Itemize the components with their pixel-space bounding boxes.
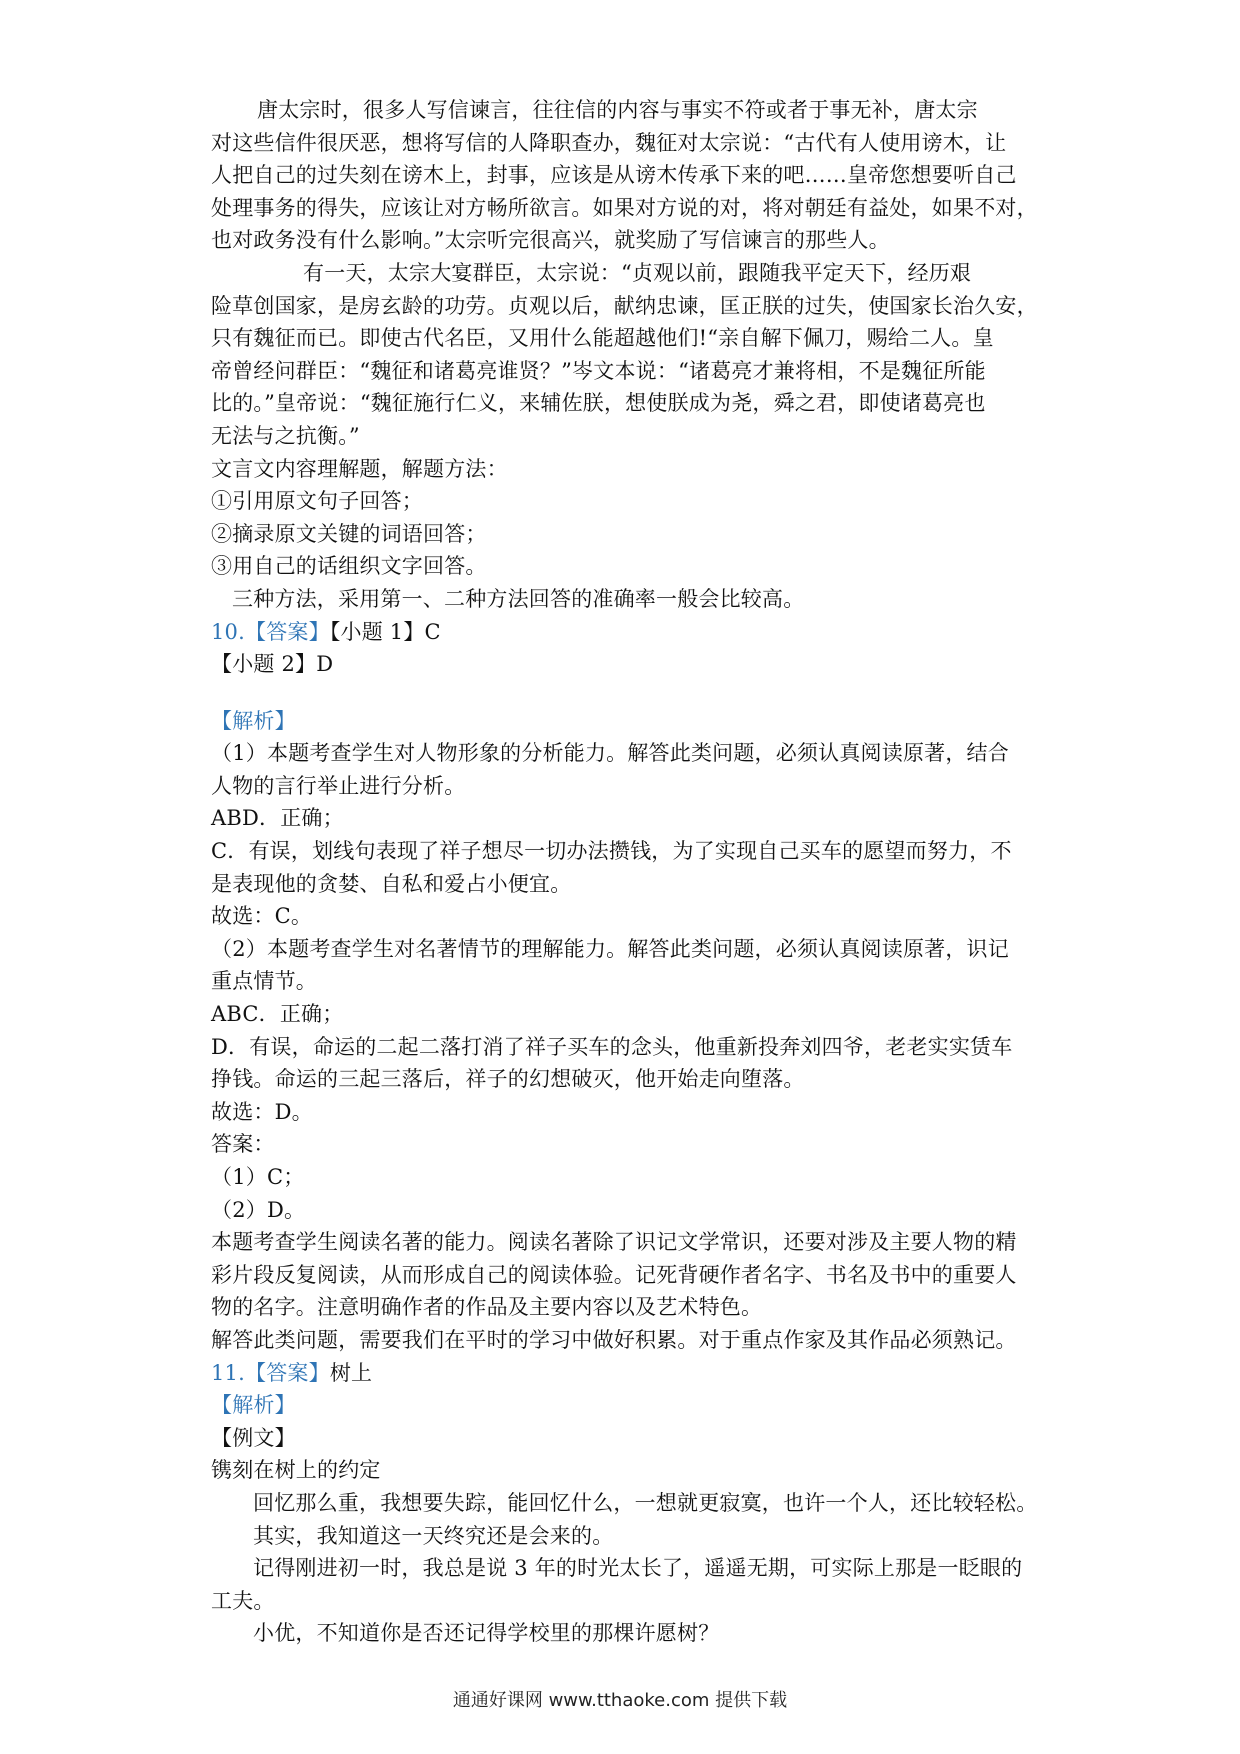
passage-line: 有一天，太宗大宴群臣，太宗说：“贞观以前，跟随我平定天下，经历艰: [303, 260, 972, 285]
analysis-line: （1）本题考查学生对人物形象的分析能力。解答此类问题，必须认真阅读原著，结合: [211, 741, 1009, 766]
subquestion-1-answer: 【小题 1】C: [329, 619, 441, 644]
analysis-line: 故选：C。: [211, 904, 313, 929]
passage-line: 无法与之抗衡。”: [211, 423, 360, 448]
analysis-line: C．有误，划线句表现了祥子想尽一切办法攒钱，为了实现自己买车的愿望而努力，不: [211, 839, 1012, 864]
passage-line: 险草创国家，是房玄龄的功劳。贞观以后，献纳忠谏，匡正朕的过失，使国家长治久安，: [211, 293, 1038, 318]
method-summary: 三种方法，采用第一、二种方法回答的准确率一般会比较高。: [232, 586, 805, 611]
method-title: 文言文内容理解题，解题方法：: [211, 456, 508, 481]
q11-answer-line: [211, 1357, 1046, 1390]
method-item: ②摘录原文关键的词语回答；: [211, 521, 487, 546]
method-item: ①引用原文句子回答；: [211, 489, 423, 514]
analysis-line: 彩片段反复阅读，从而形成自己的阅读体验。记死背硬作者名字、书名及书中的重要人: [211, 1262, 1017, 1287]
analysis-line: （1）C；: [211, 1165, 305, 1189]
method-item: ③用自己的话组织文字回答。: [211, 554, 487, 579]
analysis-line: 是表现他的贪婪、自私和爱占小便宜。: [211, 871, 572, 896]
essay-line: 其实，我知道这一天终究还是会来的。: [253, 1523, 614, 1548]
passage-line: 比的。”皇帝说：“魏征施行仁义，来辅佐朕，想使朕成为尧，舜之君，即使诸葛亮也: [211, 391, 986, 416]
analysis-line: D．有误，命运的二起二落打消了祥子买车的念头，他重新投奔刘四爷，老老实实赁车: [211, 1034, 1013, 1059]
passage-line: 只有魏征而已。即使古代名臣，又用什么能超越他们!“亲自解下佩刀，赐给二人。皇: [211, 326, 994, 351]
analysis-line: 答案：: [211, 1132, 275, 1157]
spacer: [211, 681, 1046, 705]
passage-line: 人把自己的过失刻在谤木上，封事，应该是从谤木传承下来的吧……皇帝您想要听自己: [211, 163, 1017, 188]
analysis-tag: 【解析】: [211, 708, 296, 733]
essay-title: 镌刻在树上的约定: [211, 1458, 381, 1483]
passage-line: 处理事务的得失，应该让对方畅所欲言。如果对方说的对，将对朝廷有益处，如果不对，: [211, 195, 1038, 220]
analysis-line: 物的名字。注意明确作者的作品及主要内容以及艺术特色。: [211, 1295, 763, 1320]
q11-answer: 树上: [329, 1360, 373, 1385]
document-page: [211, 94, 1046, 1650]
essay-line: 工夫。: [211, 1588, 275, 1613]
analysis-line: 挣钱。命运的三起三落后，祥子的幻想破灭，他开始走向堕落。: [211, 1067, 805, 1092]
analysis-line: ABC．正确；: [211, 1002, 344, 1027]
q11-number: 11.: [211, 1360, 245, 1385]
essay-line: 小优，不知道你是否还记得学校里的那棵许愿树？: [253, 1621, 720, 1646]
subquestion-2-answer: 【小题 2】D: [211, 652, 334, 677]
answer-tag: 【答案】: [245, 1360, 330, 1385]
passage-line: 也对政务没有什么影响。”太宗听完很高兴，就奖励了写信谏言的那些人。: [211, 228, 890, 253]
page-footer: 通通好课网 www.tthaoke.com 提供下载: [452, 1690, 788, 1711]
example-tag: 【例文】: [211, 1425, 296, 1450]
analysis-line: 本题考查学生阅读名著的能力。阅读名著除了识记文学常识，还要对涉及主要人物的精: [211, 1230, 1017, 1255]
passage-line: 对这些信件很厌恶，想将写信的人降职查办，魏征对太宗说：“古代有人使用谤木，让: [211, 130, 1007, 155]
q10-answer-line: [211, 616, 1046, 649]
answer-tag: 【答案】: [245, 619, 330, 644]
analysis-line: （2）本题考查学生对名著情节的理解能力。解答此类问题，必须认真阅读原著，识记: [211, 936, 1009, 961]
analysis-line: （2）D。: [211, 1197, 306, 1222]
analysis-line: 人物的言行举止进行分析。: [211, 773, 466, 798]
essay-line: 记得刚进初一时，我总是说 3 年的时光太长了，遥遥无期，可实际上那是一眨眼的: [253, 1556, 1023, 1581]
essay-line: 回忆那么重，我想要失踪，能回忆什么，一想就更寂寞，也许一个人，还比较轻松。: [253, 1490, 1038, 1515]
analysis-tag: 【解析】: [211, 1393, 296, 1418]
analysis-line: ABD．正确；: [211, 806, 344, 831]
q10-number: 10.: [211, 619, 245, 644]
analysis-line: 解答此类问题，需要我们在平时的学习中做好积累。对于重点作家及其作品必须熟记。: [211, 1327, 1017, 1352]
passage-line: 帝曾经问群臣：“魏征和诸葛亮谁贤？”岑文本说：“诸葛亮才兼将相，不是魏征所能: [211, 358, 986, 383]
analysis-line: 重点情节。: [211, 969, 317, 994]
passage-line: 唐太宗时，很多人写信谏言，往往信的内容与事实不符或者于事无补，唐太宗: [257, 98, 978, 122]
analysis-line: 故选：D。: [211, 1099, 313, 1124]
